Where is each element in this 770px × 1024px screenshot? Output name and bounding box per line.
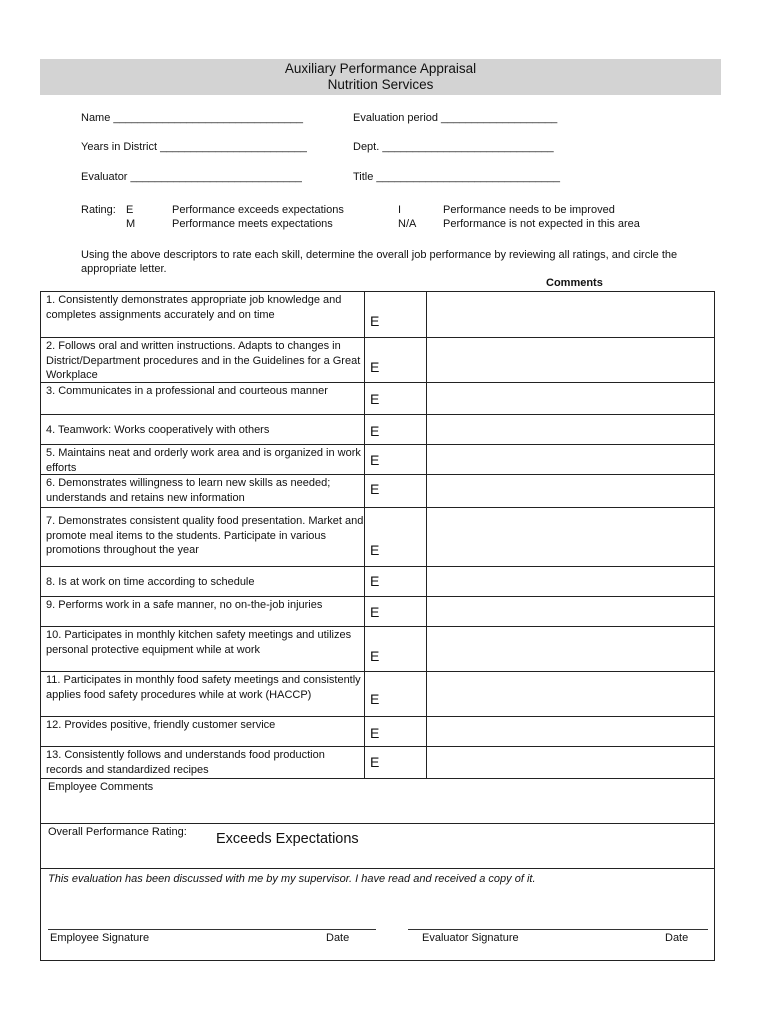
skill-rating[interactable]: E [370,604,380,620]
skill-description: 4. Teamwork: Works cooperatively with others [46,424,270,436]
skill-description: 7. Demonstrates consistent quality food presentation. Market and promote meal items to the students. Participate in various promotions throughout the year [46,515,364,556]
name-field[interactable]: Name _______________________________ [81,112,304,124]
page-subtitle: Nutrition Services [327,77,434,92]
table-row [40,382,715,415]
evaluator-field[interactable]: Evaluator ____________________________ [81,171,302,183]
comments-header: Comments [546,277,603,289]
rating-text-na: Performance is not expected in this area [443,218,640,230]
years-in-district-field[interactable]: Years in District ________________________ [81,141,307,153]
dept-field[interactable]: Dept. ____________________________ [353,141,554,153]
skill-description: 11. Participates in monthly food safety meetings and consistently applies food safety procedures while at work (HACCP) [46,674,361,701]
title-field[interactable]: Title ______________________________ [353,171,560,183]
rating-text-e: Performance exceeds expectations [172,204,344,216]
skill-description: 10. Participates in monthly kitchen safety meetings and utilizes personal protective equipment while at work [46,629,352,656]
skill-description: 3. Communicates in a professional and courteous manner [46,385,328,397]
skill-rating[interactable]: E [370,754,380,770]
skill-description: 1. Consistently demonstrates appropriate job knowledge and completes assignments accurately and on time [46,294,342,321]
table-row [40,291,715,338]
employee-comments-area[interactable] [41,794,713,822]
divider [40,868,715,869]
table-row [40,337,715,383]
skill-description: 8. Is at work on time according to schedule [46,576,255,588]
title-bar [40,59,721,95]
skill-rating[interactable]: E [370,359,380,375]
table-row [40,626,715,672]
evaluation-period-field[interactable]: Evaluation period ___________________ [353,112,558,124]
page-title: Auxiliary Performance Appraisal [284,61,477,76]
skill-description: 6. Demonstrates willingness to learn new skills as needed; understands and retains new information [46,477,331,504]
overall-rating-label: Overall Performance Rating: [48,826,187,838]
rating-code-na: N/A [398,218,417,230]
acknowledgement-text: This evaluation has been discussed with me by my supervisor. I have read and received a copy of it. [48,873,536,885]
skill-description: 13. Consistently follows and understands food production records and standardized recipes [46,749,325,776]
table-row [40,596,715,627]
skill-description: 12. Provides positive, friendly customer service [46,719,276,731]
table-row [40,474,715,508]
table-bottom-border [40,960,715,961]
table-row [40,716,715,747]
skill-rating[interactable]: E [370,725,380,741]
skills-table [40,291,715,961]
evaluator-signature-label: Evaluator Signature [422,932,519,944]
skill-rating[interactable]: E [370,542,380,558]
skill-rating[interactable]: E [370,452,380,468]
evaluator-signature-line[interactable] [408,929,708,930]
skill-rating[interactable]: E [370,648,380,664]
rating-code-e: E [126,204,134,216]
rating-label: Rating: [81,204,116,216]
skill-rating[interactable]: E [370,691,380,707]
skill-rating[interactable]: E [370,423,380,439]
table-row [40,566,715,597]
table-row [40,414,715,445]
skill-description: 5. Maintains neat and orderly work area and is organized in work efforts [46,447,361,474]
table-row [40,746,715,779]
skill-rating[interactable]: E [370,313,380,329]
divider [40,823,715,824]
divider [40,778,715,779]
table-row [40,444,715,475]
skill-rating[interactable]: E [370,481,380,497]
rating-code-m: M [126,218,136,230]
rating-text-m: Performance meets expectations [172,218,333,230]
evaluator-date-label: Date [665,932,689,944]
skill-rating[interactable]: E [370,573,380,589]
table-row [40,507,715,567]
rating-code-i: I [398,204,402,216]
rating-text-i: Performance needs to be improved [443,204,615,216]
employee-signature-label: Employee Signature [50,932,150,944]
overall-rating-value[interactable]: Exceeds Expectations [216,831,359,847]
employee-date-label: Date [326,932,350,944]
employee-comments-label: Employee Comments [48,781,154,793]
skill-rating[interactable]: E [370,391,380,407]
employee-signature-line[interactable] [48,929,376,930]
instructions: Using the above descriptors to rate each skill, determine the overall job performance by reviewing all ratings, and circle the appropriate letter. [81,249,678,275]
skill-description: 9. Performs work in a safe manner, no on-the-job injuries [46,599,323,611]
skill-description: 2. Follows oral and written instructions. Adapts to changes in District/Department procedures and in the Guidelines for a Great Workplace [46,340,361,381]
table-row [40,671,715,717]
